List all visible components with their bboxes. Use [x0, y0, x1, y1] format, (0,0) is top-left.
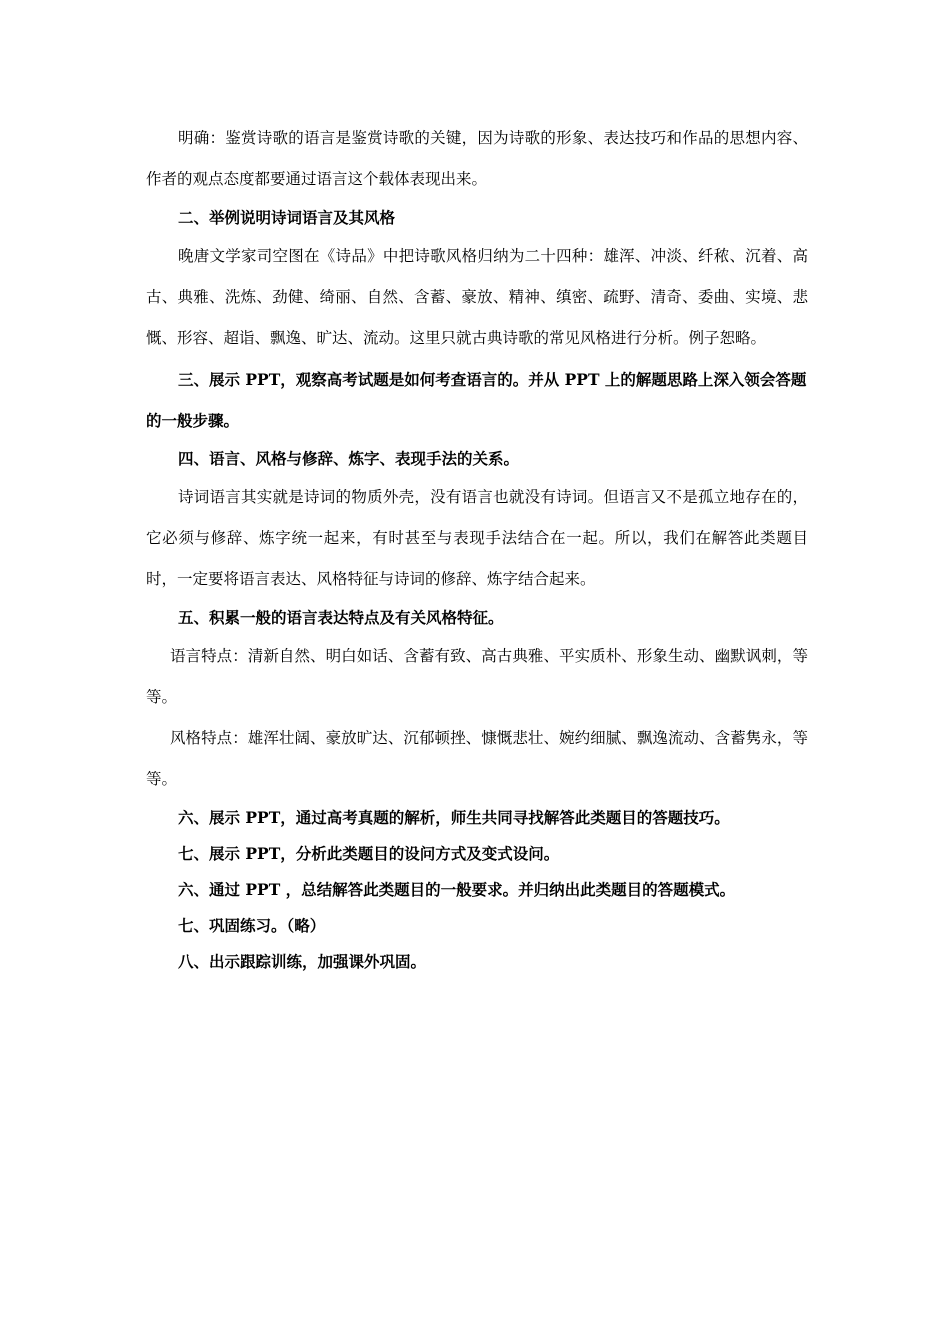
paragraph-language-relation: 诗词语言其实就是诗词的物质外壳，没有语言也就没有诗词。但语言又不是孤立地存在的，它必须与修辞、炼字统一起来，有时甚至与表现手法结合在一起。所以，我们在解答此类题目时，一定要将语言表达、风格特征与诗词的修辞、炼字结合起来。: [146, 488, 808, 588]
document-page: [146, 118, 808, 980]
section-heading-7: 七、展示 PPT，分析此类题目的设问方式及变式设问。: [178, 844, 560, 863]
paragraph-clarification: 明确：鉴赏诗歌的语言是鉴赏诗歌的关键，因为诗歌的形象、表达技巧和作品的思想内容、作者的观点态度都要通过语言这个载体表现出来。: [146, 129, 808, 188]
section-heading-3: 三、展示 PPT，观察高考试题是如何考查语言的。并从 PPT 上的解题思路上深入领会答题的一般步骤。: [146, 370, 807, 430]
section-heading-6: 六、展示 PPT，通过高考真题的解析，师生共同寻找解答此类题目的答题技巧。: [178, 808, 730, 827]
section-heading-7b: 七、巩固练习。（略）: [178, 916, 326, 935]
paragraph-language-features: 语言特点：清新自然、明白如话、含蓄有致、高古典雅、平实质朴、形象生动、幽默讽刺，等等。: [146, 647, 808, 706]
section-heading-4: 四、语言、风格与修辞、炼字、表现手法的关系。: [178, 449, 520, 468]
paragraph-style-features: 风格特点：雄浑壮阔、豪放旷达、沉郁顿挫、慷慨悲壮、婉约细腻、飘逸流动、含蓄隽永，等等。: [146, 729, 808, 788]
section-heading-2: 二、举例说明诗词语言及其风格: [178, 208, 396, 227]
paragraph-poetry-styles: 晚唐文学家司空图在《诗品》中把诗歌风格归纳为二十四种：雄浑、冲淡、纤秾、沉着、高古、典雅、洗炼、劲健、绮丽、自然、含蓄、豪放、精神、缜密、疏野、清奇、委曲、实境、悲慨、形容、超诣、飘逸、旷达、流动。这里只就古典诗歌的常见风格进行分析。例子恕略。: [146, 247, 808, 347]
section-heading-6b: 六、通过 PPT ，总结解答此类题目的一般要求。并归纳出此类题目的答题模式。: [178, 880, 736, 899]
section-heading-8: 八、出示跟踪训练，加强课外巩固。: [178, 952, 427, 971]
section-heading-5: 五、积累一般的语言表达特点及有关风格特征。: [178, 608, 504, 627]
